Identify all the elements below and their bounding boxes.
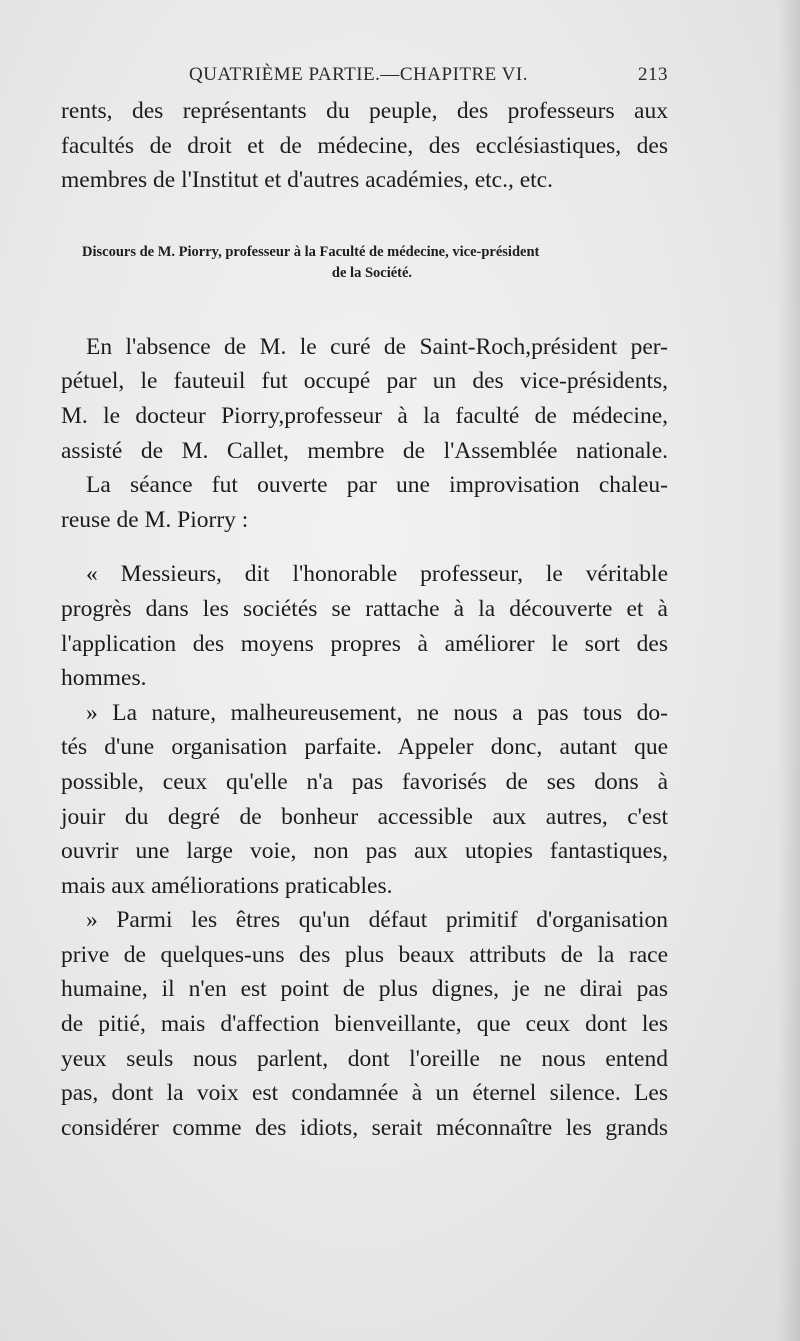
text-line: pas, dont la voix est condamnée à un éternel silence. Les — [61, 1080, 668, 1107]
text-line: jouir du degré de bonheur accessible aux autres, c'est — [61, 803, 668, 830]
text-line: facultés de droit et de médecine, des ecclésiastiques, des — [61, 132, 668, 159]
text-line: progrès dans les sociétés se rattache à la découverte et à — [61, 595, 668, 622]
text-line: rents, des représentants du peuple, des professeurs aux — [61, 98, 668, 124]
text-line: » La nature, malheureusement, ne nous a pas tous do- — [86, 699, 668, 726]
text-line: tés d'une organisation parfaite. Appeler donc, autant que — [61, 734, 668, 761]
section-heading — [82, 242, 662, 284]
text-line: considérer comme des idiots, serait méconnaître les grands — [61, 1114, 668, 1141]
page-number: 213 — [638, 64, 668, 85]
text-line: mais aux améliorations praticables. — [61, 872, 393, 899]
section-heading-line: Discours de M. Piorry, professeur à la Faculté de médecine, vice-président — [82, 243, 540, 260]
text-line: l'application des moyens propres à améliorer le sort des — [61, 630, 668, 657]
text-line: » Parmi les êtres qu'un défaut primitif d'organisation — [86, 907, 668, 934]
text-line: M. le docteur Piorry,professeur à la faculté de médecine, — [61, 402, 668, 429]
paragraph — [61, 903, 668, 1145]
text-line: « Messieurs, dit l'honorable professeur, le véritable — [86, 561, 668, 588]
text-block — [61, 58, 668, 1145]
paragraph — [61, 696, 668, 904]
paragraph — [61, 468, 668, 537]
text-line: assisté de M. Callet, membre de l'Assemblée nationale. — [61, 437, 668, 464]
text-line: de pitié, mais d'affection bienveillante, que ceux dont les — [61, 1011, 668, 1038]
text-line: ouvrir une large voie, non pas aux utopies fantastiques, — [61, 838, 668, 865]
text-line: membres de l'Institut et d'autres académies, etc., etc. — [61, 167, 553, 194]
running-title: QUATRIÈME PARTIE.—CHAPITRE VI. — [189, 64, 528, 85]
text-line: En l'absence de M. le curé de Saint-Roch,président per- — [86, 333, 668, 360]
paragraph — [61, 330, 668, 468]
text-line: yeux seuls nous parlent, dont l'oreille ne nous entend — [61, 1045, 668, 1072]
text-line: prive de quelques-uns des plus beaux attributs de la race — [61, 941, 668, 968]
text-line: hommes. — [61, 665, 147, 692]
text-line: possible, ceux qu'elle n'a pas favorisés de ses dons à — [61, 768, 668, 795]
text-line: La séance fut ouverte par une improvisation chaleu- — [86, 472, 668, 499]
running-head — [61, 58, 668, 94]
paragraph — [61, 557, 668, 695]
text-line: humaine, il n'en est point de plus dignes, je ne dirai pas — [61, 976, 668, 1003]
section-heading-line: de la Société. — [331, 264, 413, 281]
text-line: pétuel, le fauteuil fut occupé par un des vice-présidents, — [61, 368, 668, 395]
intro-paragraph — [61, 94, 668, 198]
page-edge-shadow — [778, 0, 800, 1341]
text-line: reuse de M. Piorry : — [61, 506, 249, 533]
